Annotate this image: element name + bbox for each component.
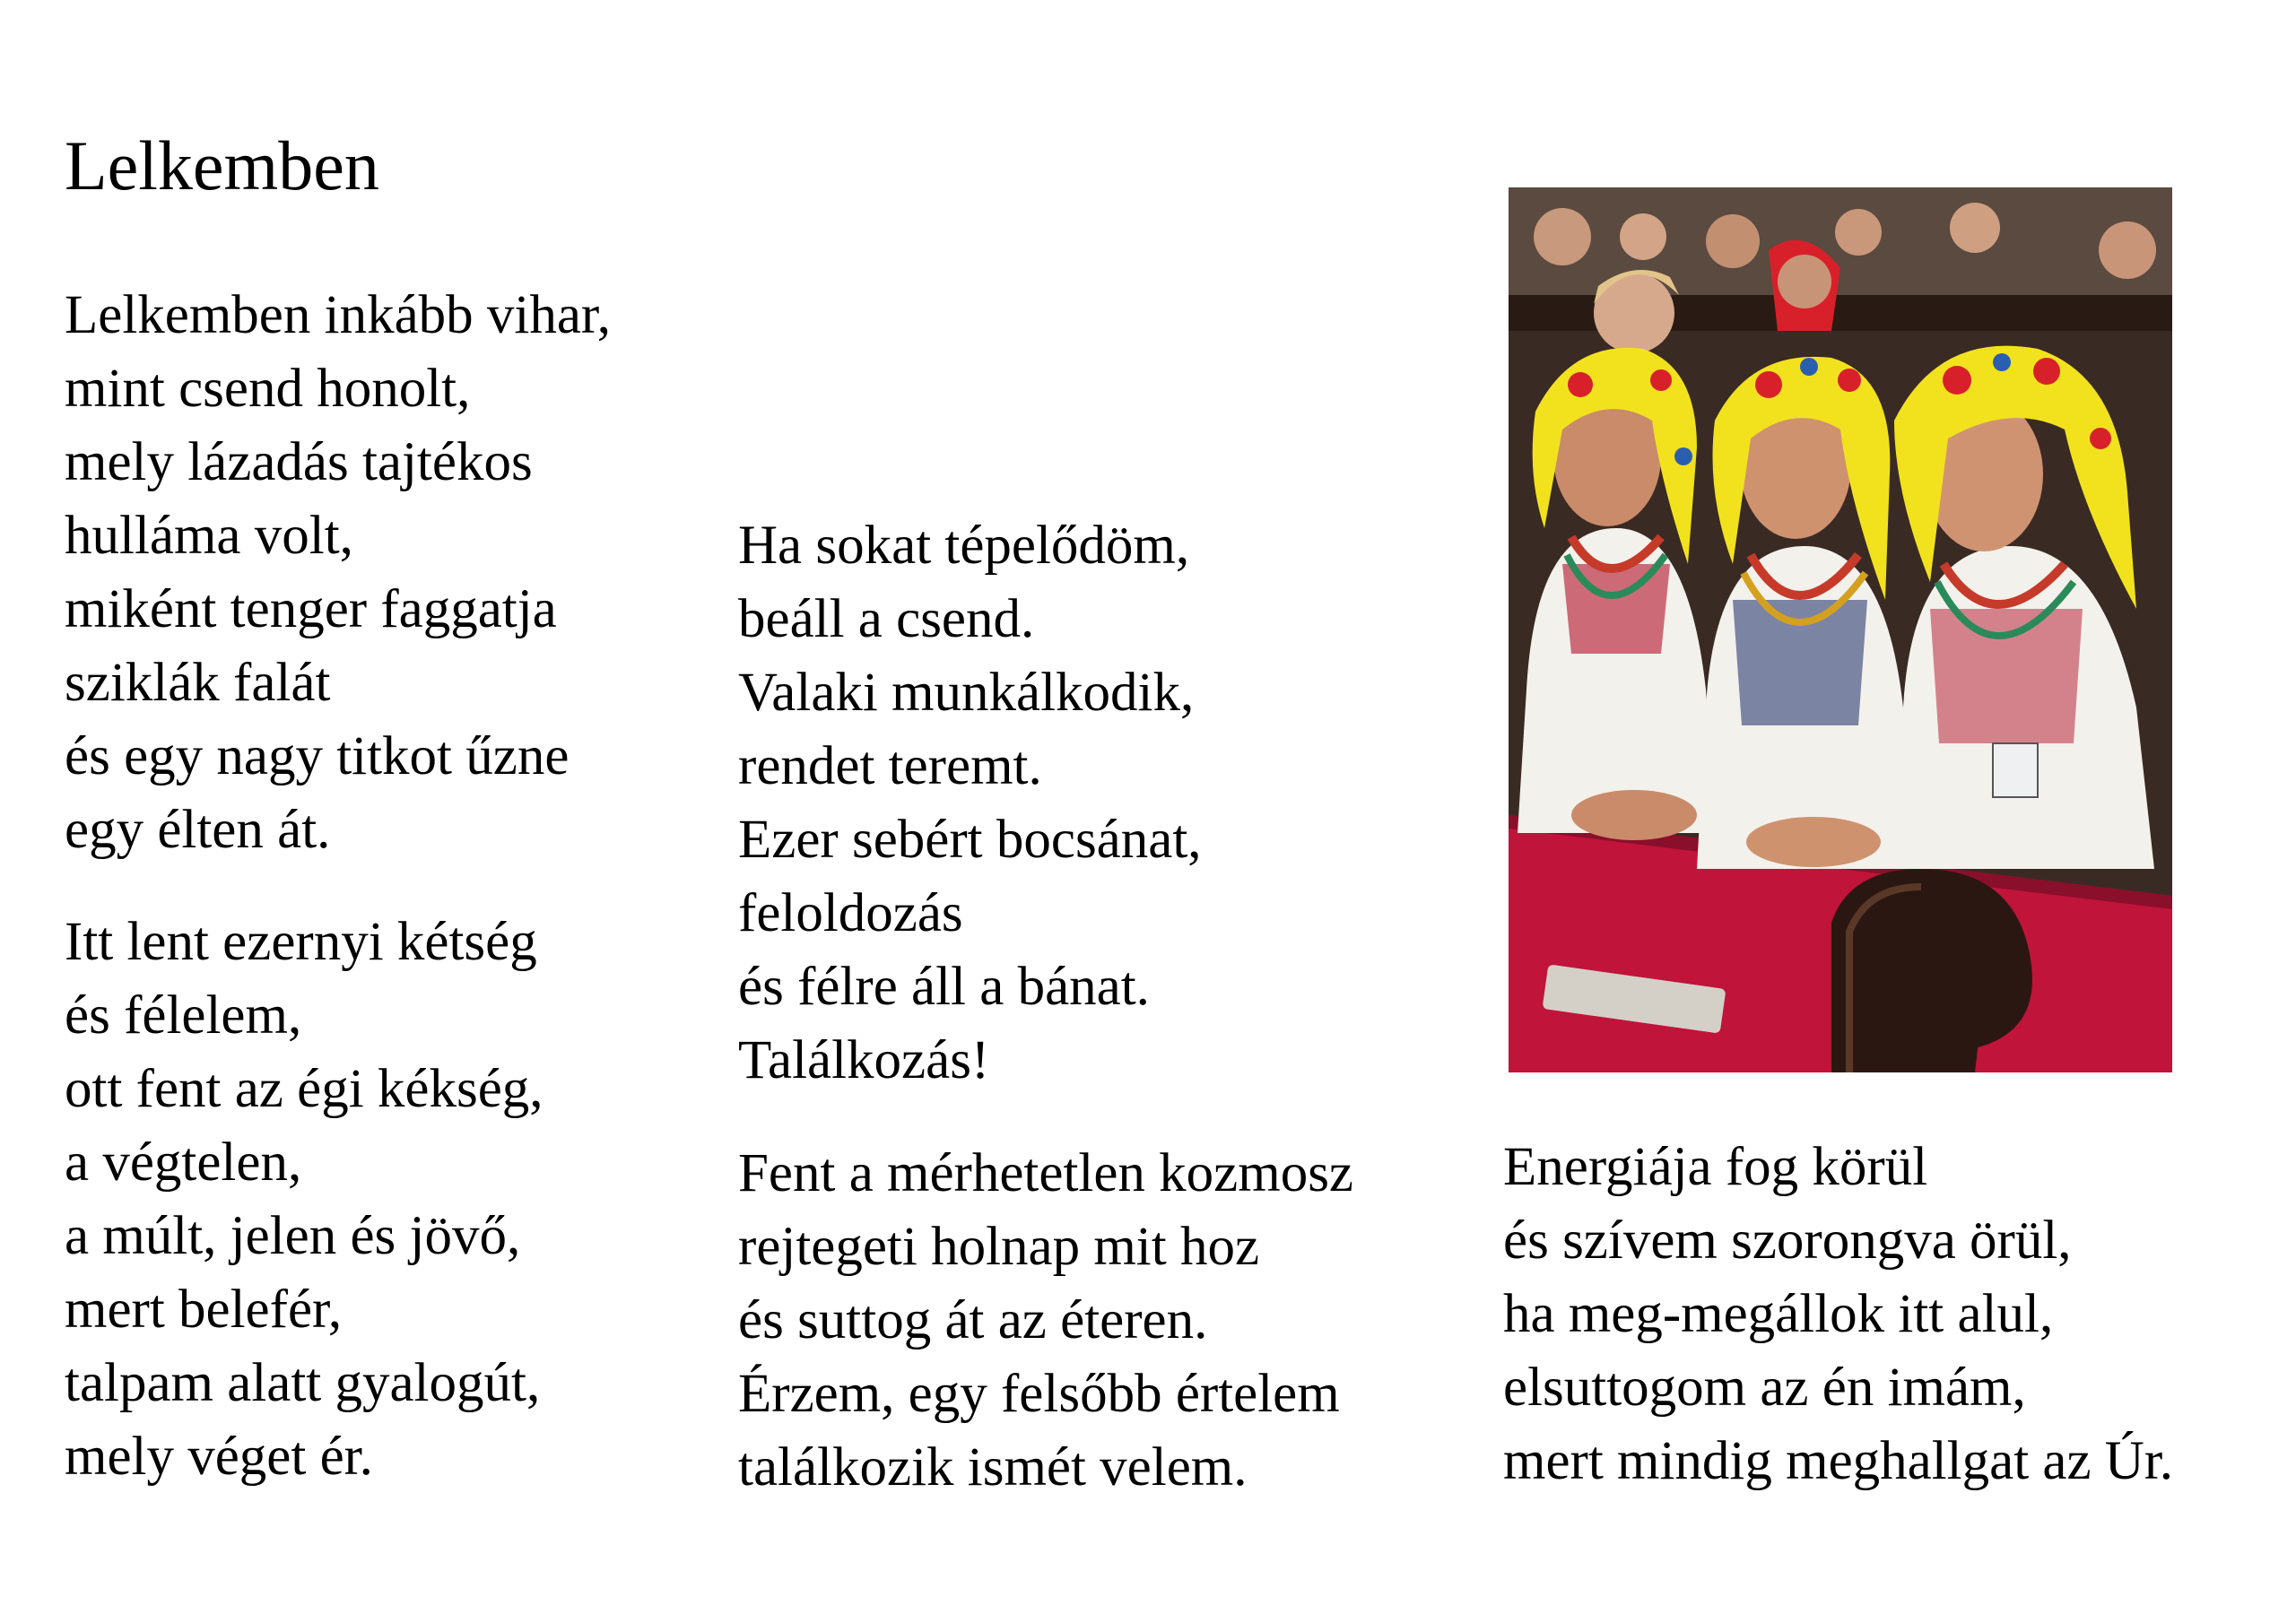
- poem-line: hulláma volt,: [65, 506, 353, 566]
- scarf-flower: [1674, 447, 1692, 465]
- stanza-1: [65, 279, 611, 867]
- background-head: [1620, 213, 1666, 260]
- poem-line: mert mindig meghallgat az Úr.: [1503, 1431, 2174, 1491]
- poem-line: rendet teremt.: [738, 736, 1042, 796]
- scarf-flower: [1568, 372, 1593, 397]
- scarf-flower: [1993, 353, 2011, 371]
- girl-1-hands: [1571, 790, 1697, 840]
- poem-line: talpam alatt gyalogút,: [65, 1353, 541, 1413]
- poem-line: elsuttogom az én imám,: [1503, 1358, 2026, 1418]
- poem-line: Találkozás!: [738, 1030, 990, 1090]
- scarf-flower: [1800, 358, 1818, 376]
- background-head: [1950, 203, 2000, 253]
- poem-line: ha meg-megállok itt alul,: [1503, 1284, 2054, 1344]
- poem-line: miként tenger faggatja: [65, 579, 557, 639]
- stanza-2: [65, 906, 544, 1494]
- poem-line: Fent a mérhetetlen kozmosz: [738, 1143, 1354, 1203]
- poem-line: mert belefér,: [65, 1280, 343, 1340]
- background-head: [1835, 209, 1882, 256]
- stanza-3: [738, 509, 1202, 1098]
- poem-line: és suttog át az éteren.: [738, 1290, 1208, 1350]
- scarf-flower: [1943, 366, 1971, 395]
- poem-line: találkozik ismét velem.: [738, 1437, 1248, 1497]
- poem-line: és félre áll a bánat.: [738, 957, 1150, 1017]
- girl-3-badge: [1993, 743, 2038, 797]
- background-head: [2099, 221, 2156, 279]
- background-head: [1706, 214, 1760, 268]
- photo-illustration: [1509, 187, 2172, 1072]
- poem-line: mely lázadás tajtékos: [65, 432, 533, 492]
- poem-line: a múlt, jelen és jövő,: [65, 1206, 521, 1266]
- stanza-5: [1503, 1131, 2173, 1498]
- poem-line: beáll a csend.: [738, 589, 1035, 649]
- poem-line: a végtelen,: [65, 1133, 302, 1193]
- scarf-flower: [2090, 428, 2111, 449]
- stanza-4: [738, 1137, 1353, 1505]
- background-head: [1778, 255, 1831, 308]
- poem-line: Érzem, egy felsőbb értelem: [738, 1364, 1340, 1424]
- poem-line: mely véget ér.: [65, 1427, 373, 1487]
- scarf-flower: [2033, 358, 2060, 385]
- background-head: [1534, 208, 1591, 265]
- poem-line: rejtegeti holnap mit hoz: [738, 1217, 1260, 1277]
- poem-line: és szívem szorongva örül,: [1503, 1211, 2072, 1271]
- poem-line: Itt lent ezernyi kétség: [65, 912, 537, 972]
- poem-line: mint csend honolt,: [65, 359, 471, 419]
- poem-line: Lelkemben inkább vihar,: [65, 285, 612, 345]
- poem-line: egy élten át.: [65, 800, 331, 860]
- poem-line: Ha sokat tépelődöm,: [738, 516, 1190, 576]
- poem-line: Ezer sebért bocsánat,: [738, 810, 1202, 870]
- poem-title: Lelkemben: [65, 126, 379, 204]
- scarf-flower: [1838, 369, 1861, 392]
- folk-costume-photo: [1509, 187, 2172, 1072]
- poem-line: feloldozás: [738, 883, 963, 943]
- poem-line: sziklák falát: [65, 653, 331, 713]
- poem-line: és egy nagy titkot űzne: [65, 726, 570, 786]
- girl-3-embroidery: [1930, 609, 2083, 743]
- poem-line: és félelem,: [65, 985, 302, 1046]
- poem-line: Energiája fog körül: [1503, 1137, 1928, 1197]
- scarf-flower: [1650, 369, 1672, 391]
- girl-2-hands: [1746, 817, 1881, 867]
- scarf-flower: [1755, 371, 1782, 398]
- poem-line: Valaki munkálkodik,: [738, 663, 1195, 723]
- poem-line: ott fent az égi kékség,: [65, 1059, 544, 1119]
